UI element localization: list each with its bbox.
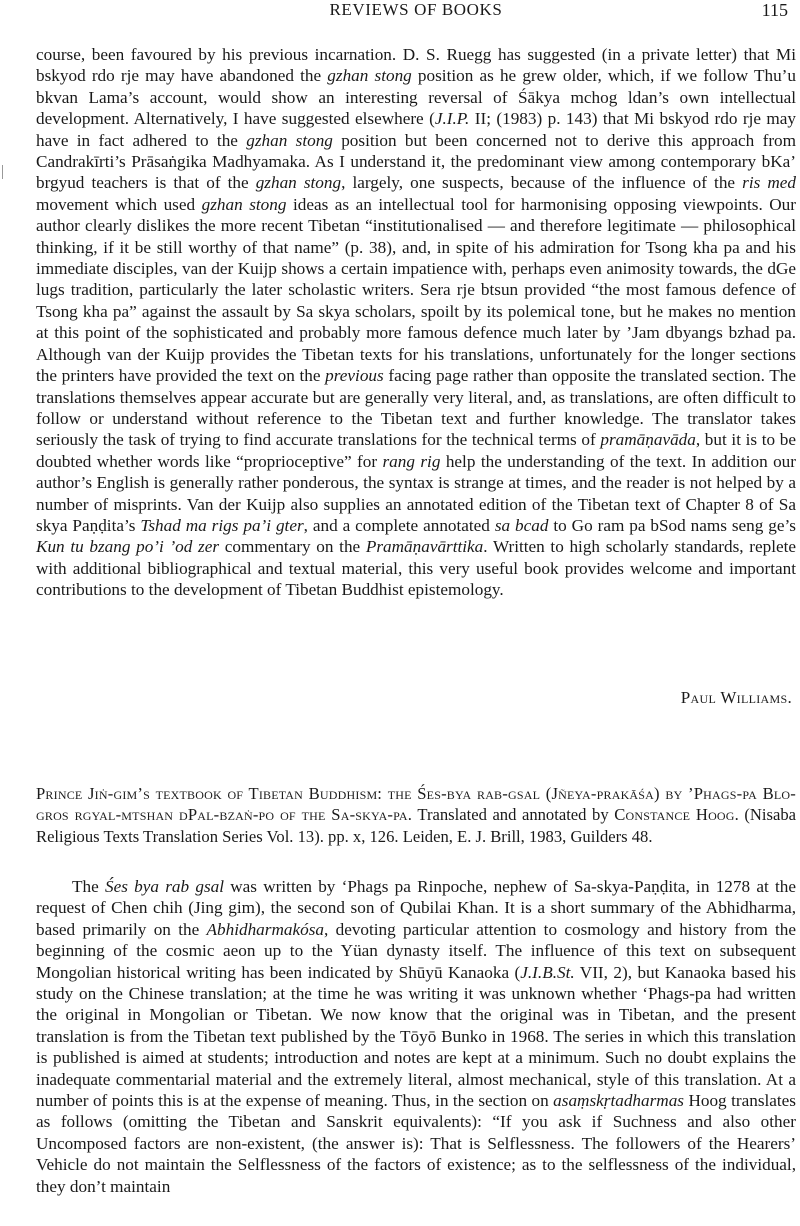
review-body-paragraph: The Śes bya rab gsal was written by ‘Phags pa Rinpoche, nephew of Sa-skya-Paṇḍita, in 1278 at the request of Chen chih (Jing gim), the second son of Qubilai Khan. It is a short summary of the Abhidharma, based primarily on the Abhidharmakósa, devoting particular attention to cosmology and history from the beginning of the cosmic aeon up to the Yüan dynasty itself. The influence of this text on subsequent Mongolian historical writing has been indicated by Shūyū Kanaoka (J.I.B.St. VII, 2), but Kanaoka based his study on the Chinese translation; at the time he was writing it was unknown whether ‘Phags-pa had written the original in Mongolian or Tibetan. We now know that the original was in Tibetan, and the present translation is from the Tibetan text published by the Tōyō Bunko in 1968. The series in which this translation is published is aimed at students; introduction and notes are kept at a minimum. Such no doubt explains the inadequate commentarial material and the extremely literal, almost mechanical, style of this translation. At a number of points this is at the expense of meaning. Thus, in the section on asaṃskṛtadharmas Hoog translates as follows (omitting the Tibetan and Sanskrit equivalents): “If you ask if Suchness and also other Uncomposed factors are non-existent, (the answer is): That is Selflessness. The followers of the Hearers’ Vehicle do not maintain the Selflessness of the factors of existence; as to the selflessness of the individual, they don’t maintain bbox=[36, 877, 796, 1196]
page-number: 115 bbox=[761, 0, 788, 20]
margin-mark bbox=[2, 165, 3, 179]
running-title: REVIEWS OF BOOKS bbox=[329, 0, 503, 19]
running-head bbox=[36, 0, 796, 24]
review-continuation-paragraph: course, been favoured by his previous incarnation. D. S. Ruegg has suggested (in a private letter) that Mi bskyod rdo rje may have abandoned the gzhan stong position as he grew older, which, if we follow Thu’u bkvan Lama’s account, would show an interesting reversal of Śākya mchog ldan’s own intellectual development. Alternatively, I have suggested elsewhere (J.I.P. II; (1983) p. 143) that Mi bskyod rdo rje may have in fact adhered to the gzhan stong position but been concerned not to derive this approach from Candrakīrti’s Prāsaṅgika Madhyamaka. As I understand it, the predominant view among contemporary bKa’ brgyud teachers is that of the gzhan stong, largely, one suspects, because of the influence of the ris med movement which used gzhan stong ideas as an intellectual tool for harmonising opposing viewpoints. Our author clearly dislikes the more recent Tibetan “institutionalised — and therefore legitimate — philosophical thinking, if it be still worthy of that name” (p. 38), and, in spite of his admiration for Tsong kha pa and his immediate disciples, van der Kuijp shows a certain impatience with, perhaps even animosity towards, the dGe lugs tradition, particularly the later scholastic writers. Sera rje btsun provided “the most famous defence of Tsong kha pa” against the assault by Sa skya scholars, spoilt by its polemical tone, but he makes no mention at this point of the sophisticated and probably more famous defence much later by ’Jam dbyangs bzhad pa. Although van der Kuijp provides the Tibetan texts for his translations, unfortunately for the longer sections the printers have provided the text on the previous facing page rather than opposite the translated section. The translations themselves appear accurate but are generally very literal, and, as translations, are often difficult to follow or understand without reference to the Tibetan text and further knowledge. The translator takes seriously the task of trying to find accurate translations for the technical terms of pramāṇavāda, but it is to be doubted whether words like “proprioceptive” for rang rig help the understanding of the text. In addition our author’s English is generally rather ponderous, the syntax is strange at times, and the reader is not helped by a number of misprints. Van der Kuijp also supplies an annotated edition of the Tibetan text of Chapter 8 of Sa skya Paṇḍita’s Tshad ma rigs pa’i gter, and a complete annotated sa bcad to Go ram pa bSod nams seng ge’s Kun tu bzang po’i ’od zer commentary on the Pramāṇavārttika. Written to high scholarly standards, replete with additional bibliographical and textual material, this very useful book provides welcome and important contributions to the development of Tibetan Buddhist epistemology. bbox=[36, 45, 797, 600]
reviewer-signature: Paul Williams. bbox=[680, 688, 792, 707]
book-entry-heading: Prince Jiṅ-gim’s textbook of Tibetan Buddhism: the Śes-bya rab-gsal (Jñeya-prakāśa) by ’Phags-pa Blo-gros rgyal-mtshan dPal-bzaṅ-po of the Sa-skya-pa. Translated and annotated by Constance Hoog. (Nisaba Religious Texts Translation Series Vol. 13). pp. x, 126. Leiden, E. J. Brill, 1983, Guilders 48. bbox=[36, 784, 796, 846]
